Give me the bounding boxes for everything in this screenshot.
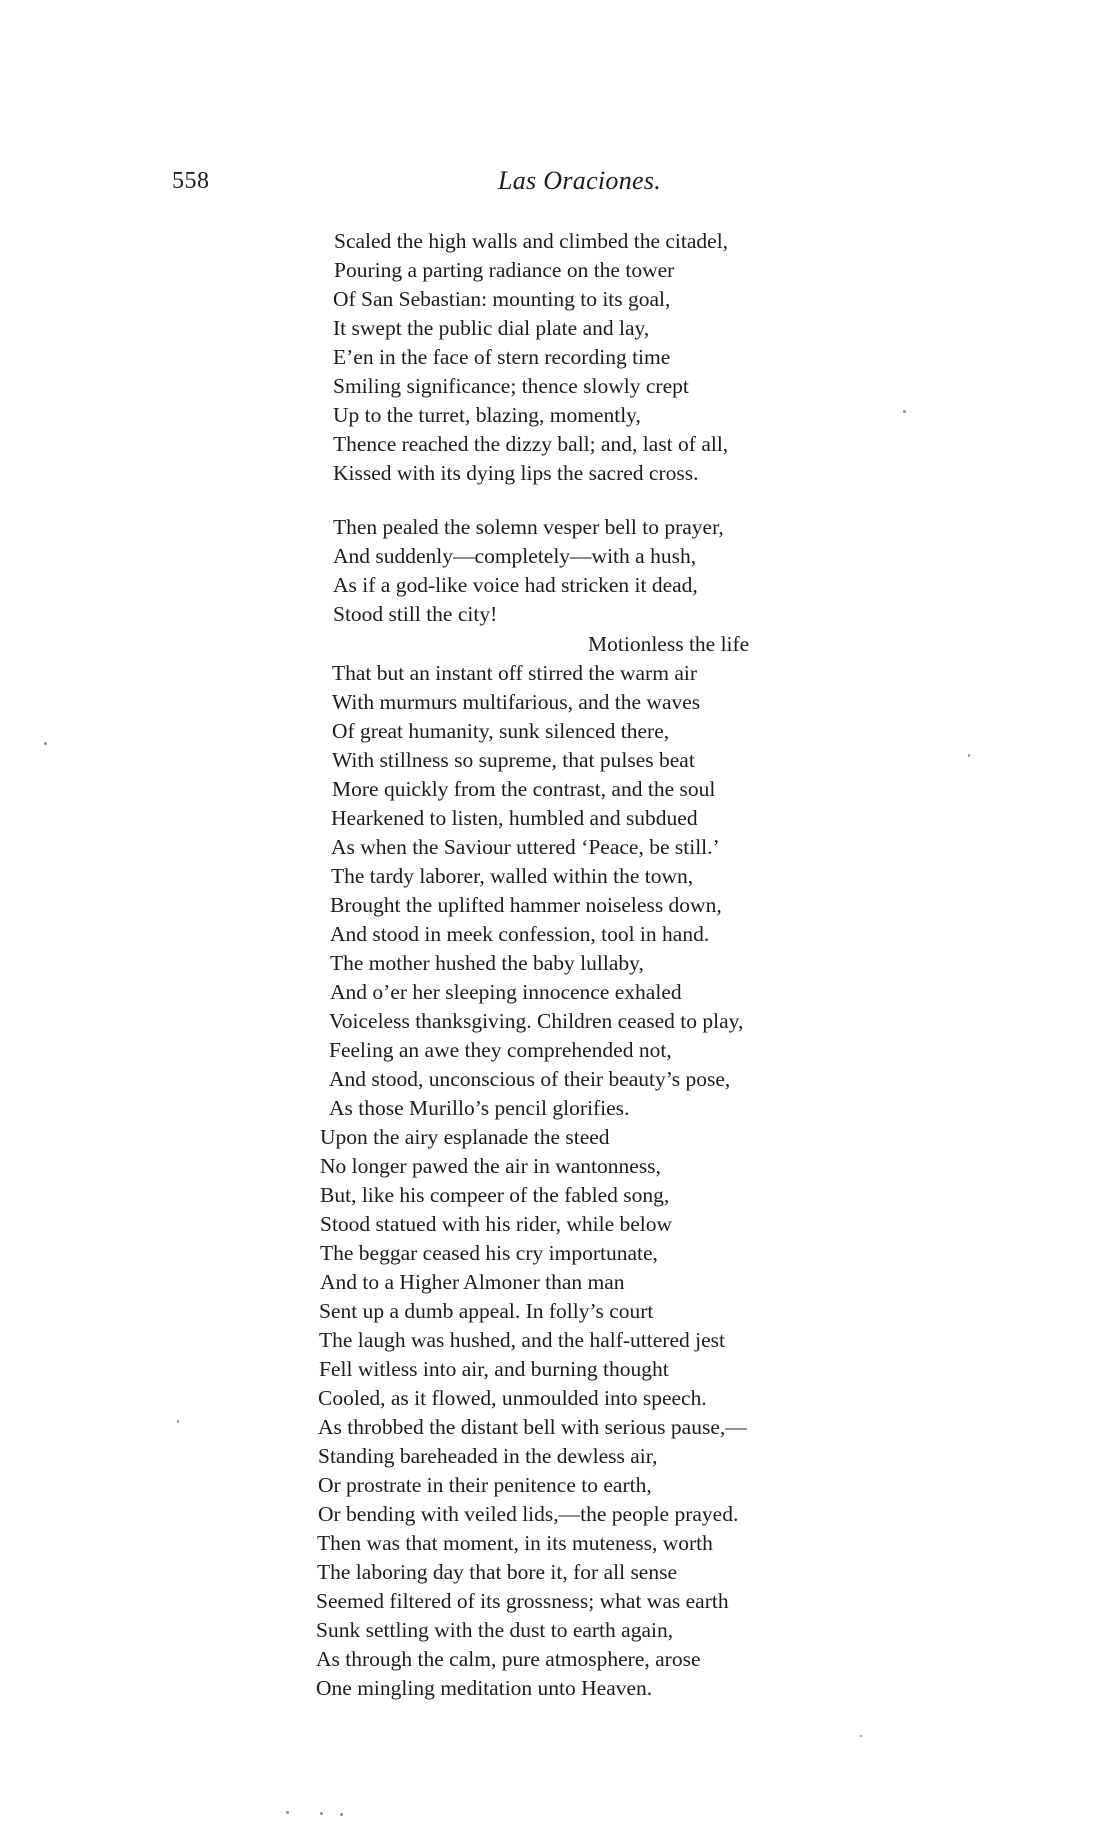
poem-line: Hearkened to listen, humbled and subdued xyxy=(331,806,698,830)
poem-line: But, like his compeer of the fabled song, xyxy=(320,1183,670,1207)
poem-line: Pouring a parting radiance on the tower xyxy=(334,258,675,282)
scan-speck xyxy=(44,742,47,745)
poem-line: No longer pawed the air in wantonness, xyxy=(320,1154,661,1178)
poem-line: Up to the turret, blazing, momently, xyxy=(333,403,641,427)
poem-line: As those Murillo’s pencil glorifies. xyxy=(329,1096,630,1120)
poem-line: The laboring day that bore it, for all sense xyxy=(317,1560,678,1584)
poem-line: Or bending with veiled lids,—the people prayed. xyxy=(318,1502,739,1526)
poem-line: And stood, unconscious of their beauty’s pose, xyxy=(329,1067,731,1091)
scan-speck xyxy=(286,1811,289,1814)
poem-line: The mother hushed the baby lullaby, xyxy=(330,951,644,975)
poem-line: Then was that moment, in its muteness, worth xyxy=(317,1531,713,1555)
poem-line: Voiceless thanksgiving. Children ceased to play, xyxy=(329,1009,744,1033)
poem-line: Of San Sebastian: mounting to its goal, xyxy=(333,287,671,311)
scan-speck xyxy=(177,1420,179,1423)
poem-line: And to a Higher Almoner than man xyxy=(320,1270,625,1294)
poem-line: The tardy laborer, walled within the town, xyxy=(331,864,694,888)
poem-line: Brought the uplifted hammer noiseless down, xyxy=(330,893,722,917)
scan-speck xyxy=(903,410,906,413)
poem-line: Scaled the high walls and climbed the citadel, xyxy=(334,229,729,253)
poem-line: Stood still the city! xyxy=(333,602,498,626)
poem-line: Or prostrate in their penitence to earth, xyxy=(318,1473,652,1497)
poem-line: As through the calm, pure atmosphere, arose xyxy=(316,1647,701,1671)
page-number: 558 xyxy=(172,168,210,194)
poem-line: Sent up a dumb appeal. In folly’s court xyxy=(319,1299,654,1323)
scan-speck xyxy=(860,1735,862,1737)
poem-line: Smiling significance; thence slowly crept xyxy=(333,374,689,398)
poem-line: One mingling meditation unto Heaven. xyxy=(316,1676,653,1700)
poem-line: Cooled, as it flowed, unmoulded into speech. xyxy=(318,1386,707,1410)
poem-line: Thence reached the dizzy ball; and, last of all, xyxy=(333,432,729,456)
poem-line: The laugh was hushed, and the half-uttered jest xyxy=(319,1328,725,1352)
poem-line: And suddenly—completely—with a hush, xyxy=(333,544,697,568)
poem-line: Motionless the life xyxy=(588,632,750,656)
poem-line: Then pealed the solemn vesper bell to prayer, xyxy=(333,515,724,539)
poem-line: The beggar ceased his cry importunate, xyxy=(320,1241,658,1265)
poem-line: As when the Saviour uttered ‘Peace, be still.’ xyxy=(331,835,720,859)
poem-line: Of great humanity, sunk silenced there, xyxy=(332,719,670,743)
poem-line: And o’er her sleeping innocence exhaled xyxy=(330,980,682,1004)
poem-line: More quickly from the contrast, and the soul xyxy=(332,777,716,801)
poem-line: As if a god-like voice had stricken it dead, xyxy=(333,573,698,597)
poem-line: As throbbed the distant bell with serious pause,— xyxy=(318,1415,747,1439)
poem-line: Upon the airy esplanade the steed xyxy=(320,1125,610,1149)
poem-line: Fell witless into air, and burning thought xyxy=(319,1357,669,1381)
poem-line: Feeling an awe they comprehended not, xyxy=(329,1038,672,1062)
poem-line: With murmurs multifarious, and the waves xyxy=(332,690,701,714)
poem-line: It swept the public dial plate and lay, xyxy=(333,316,650,340)
poem-line: With stillness so supreme, that pulses beat xyxy=(332,748,695,772)
poem-line: E’en in the face of stern recording time xyxy=(333,345,671,369)
scan-speck xyxy=(968,754,970,757)
poem-line: Kissed with its dying lips the sacred cross. xyxy=(333,461,699,485)
running-title: Las Oraciones. xyxy=(498,166,662,195)
poem-line: Standing bareheaded in the dewless air, xyxy=(318,1444,658,1468)
poem-line: Stood statued with his rider, while below xyxy=(320,1212,673,1236)
poem-line: Sunk settling with the dust to earth again, xyxy=(316,1618,674,1642)
scan-speck xyxy=(340,1813,343,1816)
poem-line: And stood in meek confession, tool in hand. xyxy=(330,922,710,946)
scan-speck xyxy=(320,1812,323,1815)
poem-line: Seemed filtered of its grossness; what was earth xyxy=(316,1589,729,1613)
poem-line: That but an instant off stirred the warm air xyxy=(332,661,697,685)
